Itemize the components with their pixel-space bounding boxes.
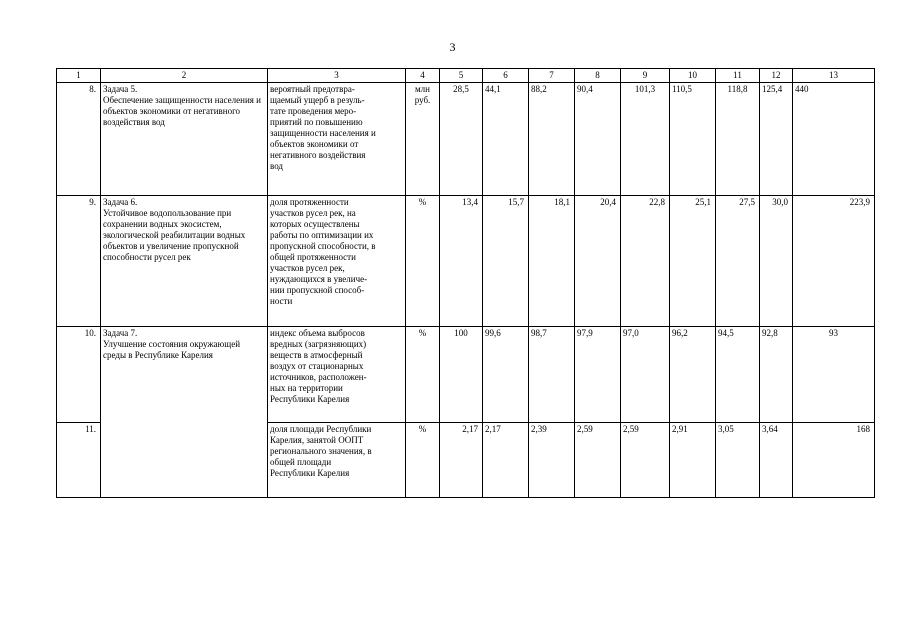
header-cell: 9 xyxy=(621,69,670,83)
task-title: Задача 5. xyxy=(103,84,138,94)
header-cell: 4 xyxy=(406,69,440,83)
value-cell: 13,4 xyxy=(440,196,483,327)
unit-cell: % xyxy=(406,423,440,498)
value-cell: 3,64 xyxy=(760,423,793,498)
value-cell: 2,59 xyxy=(621,423,670,498)
header-cell: 11 xyxy=(716,69,760,83)
value-cell: 440 xyxy=(793,83,875,196)
value-cell: 125,4 xyxy=(760,83,793,196)
header-cell: 12 xyxy=(760,69,793,83)
header-cell: 8 xyxy=(575,69,621,83)
header-cell: 5 xyxy=(440,69,483,83)
table-row xyxy=(57,327,875,423)
value-cell: 25,1 xyxy=(670,196,716,327)
value-cell: 28,5 xyxy=(440,83,483,196)
header-cell: 6 xyxy=(483,69,529,83)
value-cell: 2,17 xyxy=(440,423,483,498)
task-text: Устойчивое водопользование при сохранении водных экосистем, экологической реабилитации водных объектов и увеличение пропускной способности русел рек xyxy=(103,208,246,262)
header-cell: 13 xyxy=(793,69,875,83)
value-cell: 92,8 xyxy=(760,327,793,423)
header-cell: 10 xyxy=(670,69,716,83)
value-cell: 22,8 xyxy=(621,196,670,327)
row-number: 9. xyxy=(57,196,101,327)
page-number: 3 xyxy=(449,40,456,54)
indicator-cell: индекс объема выбросов вредных (загрязняющих) веществ в атмосферный воздух от стационарных источников, расположен- ных на территории Республики Карелия xyxy=(268,327,406,423)
task-cell xyxy=(101,196,268,327)
task-title: Задача 6. xyxy=(103,197,138,207)
header-cell: 1 xyxy=(57,69,101,83)
value-cell: 90,4 xyxy=(575,83,621,196)
value-cell: 97,0 xyxy=(621,327,670,423)
value-cell: 168 xyxy=(793,423,875,498)
value-cell: 2,17 xyxy=(483,423,529,498)
value-cell: 94,5 xyxy=(716,327,760,423)
value-cell: 44,1 xyxy=(483,83,529,196)
unit-cell: % xyxy=(406,196,440,327)
unit-cell: млн руб. xyxy=(406,83,440,196)
value-cell: 96,2 xyxy=(670,327,716,423)
task-cell xyxy=(101,83,268,196)
value-cell: 101,3 xyxy=(621,83,670,196)
header-cell: 2 xyxy=(101,69,268,83)
task-cell xyxy=(101,327,268,498)
task-title: Задача 7. xyxy=(103,328,138,338)
value-cell: 118,8 xyxy=(716,83,760,196)
value-cell: 93 xyxy=(793,327,875,423)
value-cell: 110,5 xyxy=(670,83,716,196)
table-header-row xyxy=(57,69,875,83)
row-number: 10. xyxy=(57,327,101,423)
value-cell: 30,0 xyxy=(760,196,793,327)
value-cell: 20,4 xyxy=(575,196,621,327)
table-row xyxy=(57,83,875,196)
task-text: Обеспечение защищенности населения и объектов экономики от негативного воздействия вод xyxy=(103,95,261,127)
header-cell: 3 xyxy=(268,69,406,83)
table-row xyxy=(57,196,875,327)
value-cell: 97,9 xyxy=(575,327,621,423)
row-number: 11. xyxy=(57,423,101,498)
value-cell: 98,7 xyxy=(529,327,575,423)
header-cell: 7 xyxy=(529,69,575,83)
indicator-cell: вероятный предотвра- щаемый ущерб в резуль- тате проведения меро- приятий по повышению защищенности населения и объектов экономики от негативного воздействия вод xyxy=(268,83,406,196)
value-cell: 15,7 xyxy=(483,196,529,327)
value-cell: 223,9 xyxy=(793,196,875,327)
value-cell: 88,2 xyxy=(529,83,575,196)
indicator-cell: доля протяженности участков русел рек, на которых осуществлены работы по оптимизации их пропускной способности, в общей протяженности участков русел рек, нуждающихся в увеличе- нии пропускной способ- ности xyxy=(268,196,406,327)
value-cell: 27,5 xyxy=(716,196,760,327)
indicators-table xyxy=(56,68,875,498)
indicator-cell: доля площади Республики Карелия, занятой ООПТ регионального значения, в общей площади Республики Карелия xyxy=(268,423,406,498)
row-number: 8. xyxy=(57,83,101,196)
task-text: Улучшение состояния окружающей среды в Республике Карелия xyxy=(103,339,241,360)
value-cell: 99,6 xyxy=(483,327,529,423)
value-cell: 2,91 xyxy=(670,423,716,498)
value-cell: 18,1 xyxy=(529,196,575,327)
value-cell: 3,05 xyxy=(716,423,760,498)
value-cell: 100 xyxy=(440,327,483,423)
value-cell: 2,39 xyxy=(529,423,575,498)
value-cell: 2,59 xyxy=(575,423,621,498)
unit-cell: % xyxy=(406,327,440,423)
